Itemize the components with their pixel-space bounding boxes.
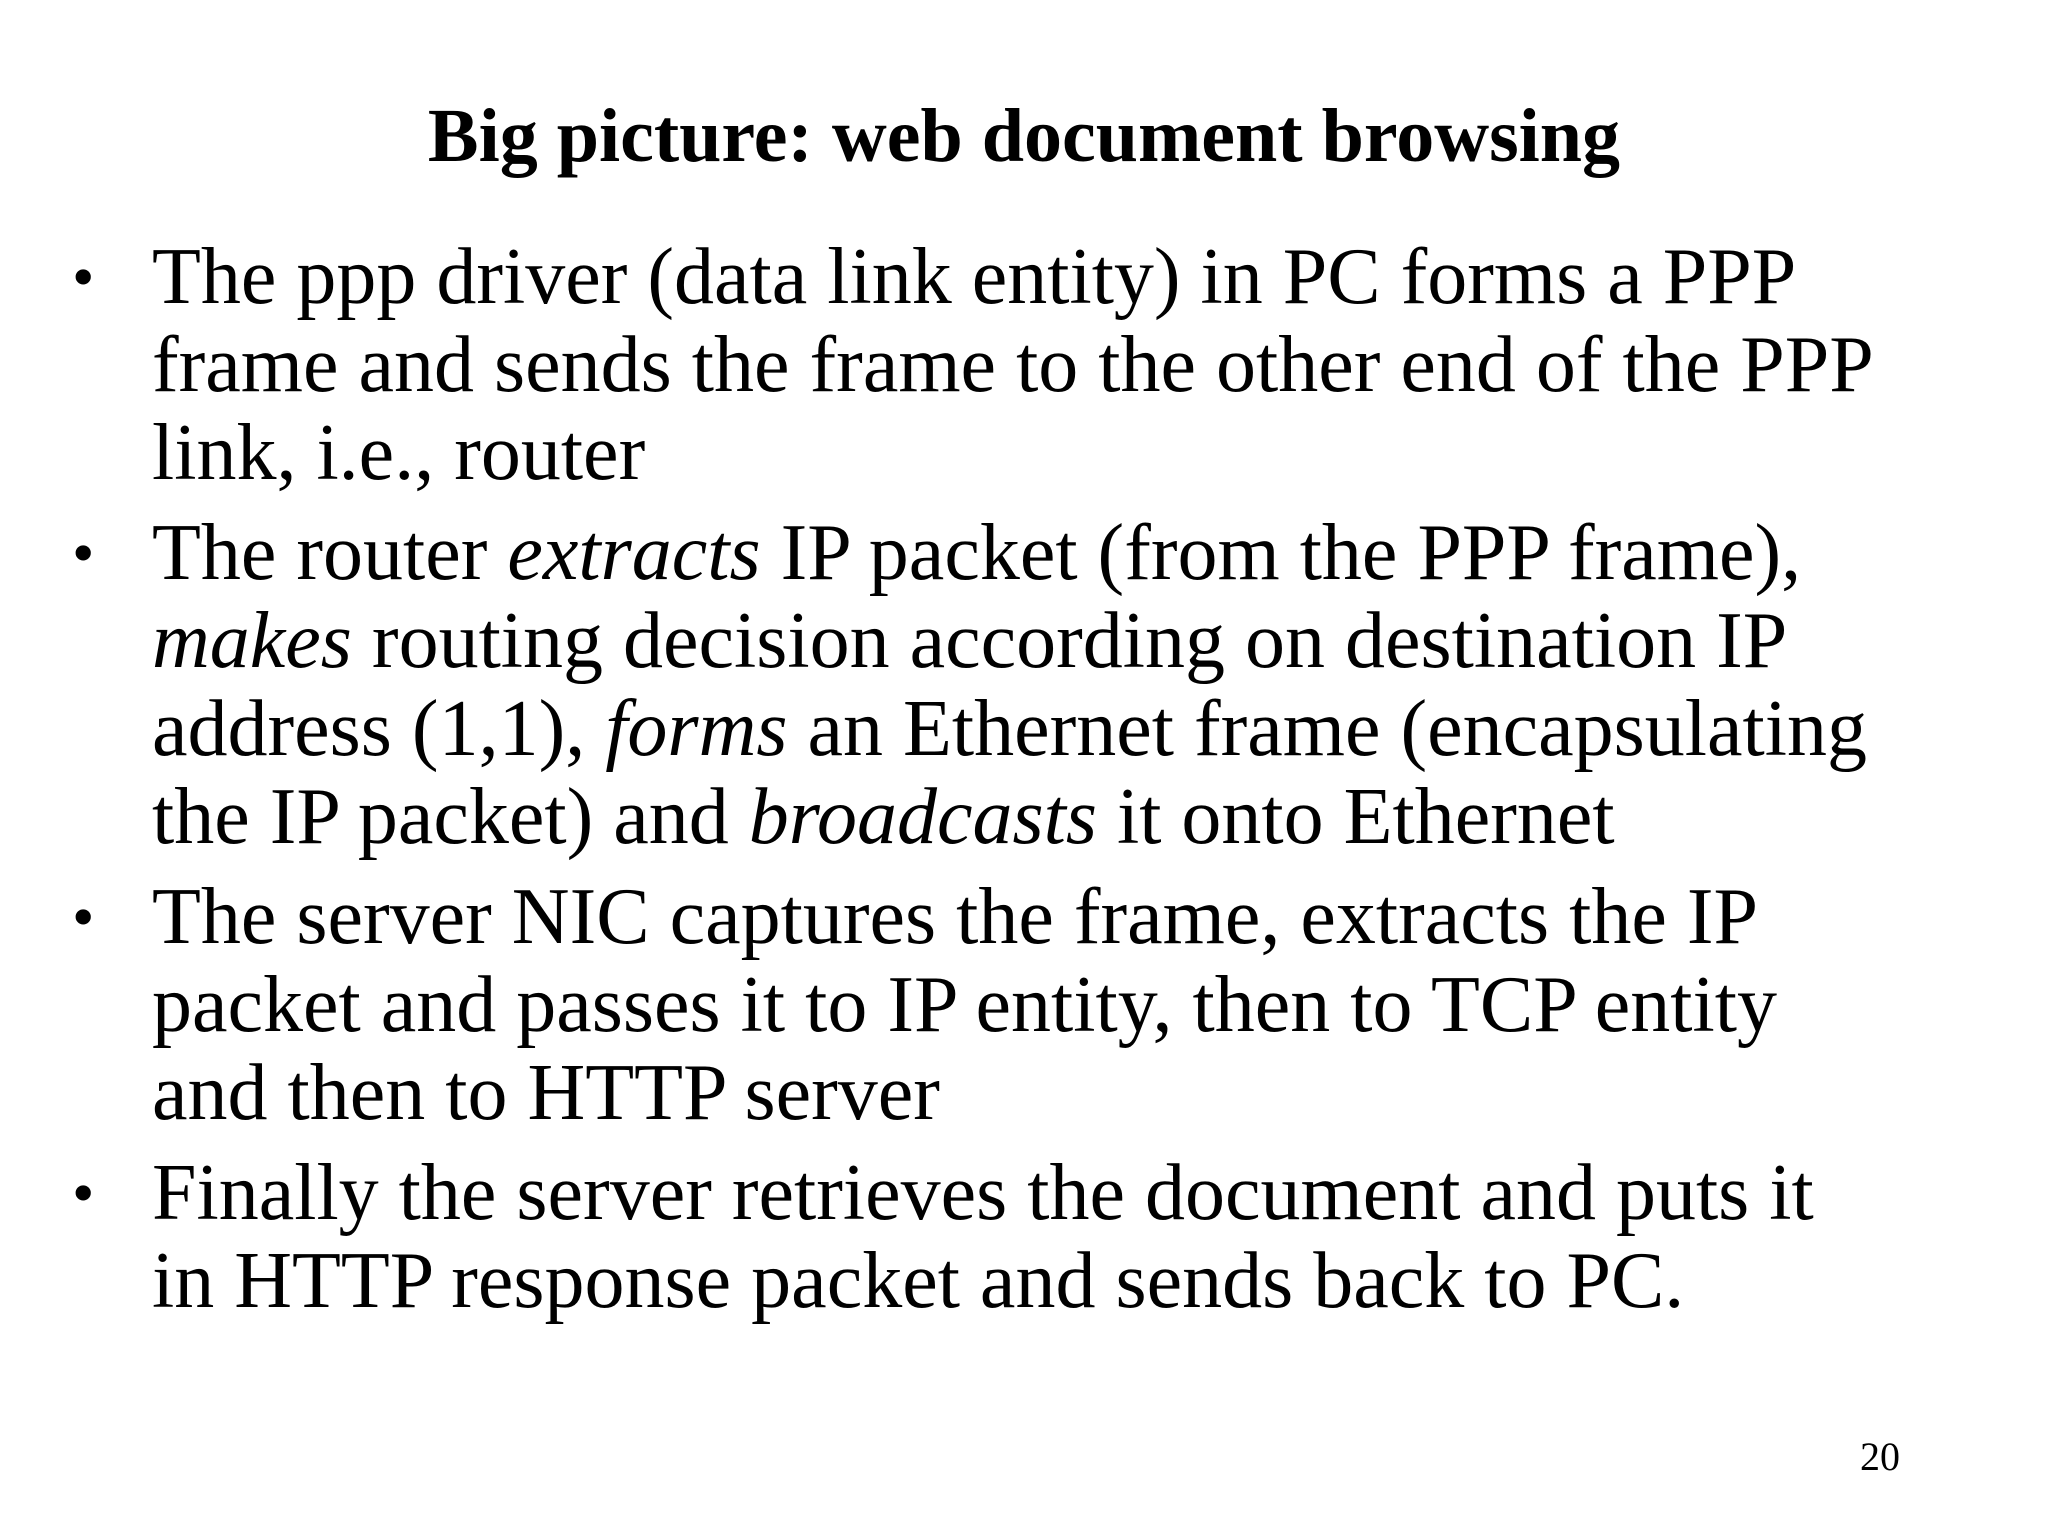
text-segment: and then to HTTP server xyxy=(152,1049,940,1137)
bullet-list xyxy=(0,233,2048,1337)
bullet-line xyxy=(152,597,1952,685)
bullet-item xyxy=(0,233,1952,497)
bullet-item xyxy=(0,873,1952,1137)
text-segment: IP packet (from the PPP frame), xyxy=(760,509,1802,597)
text-segment: in HTTP response packet and sends back to PC. xyxy=(152,1237,1685,1325)
bullet-line xyxy=(152,509,1952,597)
emphasis-text: makes xyxy=(152,597,352,685)
bullet-line xyxy=(152,1049,1952,1137)
text-segment: The ppp driver (data link entity) in PC forms a PPP xyxy=(152,233,1797,321)
text-segment: The router xyxy=(152,509,508,597)
emphasis-text: extracts xyxy=(507,509,761,597)
bullet-line xyxy=(152,1237,1952,1325)
text-segment: frame and sends the frame to the other end of the PPP xyxy=(152,321,1874,409)
text-segment: packet and passes it to IP entity, then to TCP entity xyxy=(152,961,1777,1049)
emphasis-text: forms xyxy=(605,685,788,773)
text-segment: The server NIC captures the frame, extracts the IP xyxy=(152,873,1758,961)
text-segment: an Ethernet frame (encapsulating xyxy=(787,685,1867,773)
bullet-item xyxy=(0,1149,1952,1325)
bullet-item xyxy=(0,509,1952,861)
bullet-marker: • xyxy=(72,1157,95,1228)
bullet-line xyxy=(152,233,1952,321)
text-segment: Finally the server retrieves the document and puts it xyxy=(152,1149,1814,1237)
bullet-line xyxy=(152,1149,1952,1237)
bullet-line xyxy=(152,873,1952,961)
page-number: 20 xyxy=(1860,1434,1900,1479)
bullet-line xyxy=(152,409,1952,497)
bullet-marker: • xyxy=(72,241,95,312)
text-segment: the IP packet) and xyxy=(152,773,749,861)
bullet-line xyxy=(152,685,1952,773)
bullet-line xyxy=(152,773,1952,861)
bullet-line xyxy=(152,961,1952,1049)
bullet-marker: • xyxy=(72,881,95,952)
slide-title: Big picture: web document browsing xyxy=(427,94,1621,178)
text-segment: it onto Ethernet xyxy=(1096,773,1615,861)
text-segment: address (1,1), xyxy=(152,685,606,773)
text-segment: routing decision according on destination IP xyxy=(351,597,1788,685)
bullet-marker: • xyxy=(72,517,95,588)
text-segment: link, i.e., router xyxy=(152,409,646,497)
bullet-line xyxy=(152,321,1952,409)
emphasis-text: broadcasts xyxy=(748,773,1097,861)
